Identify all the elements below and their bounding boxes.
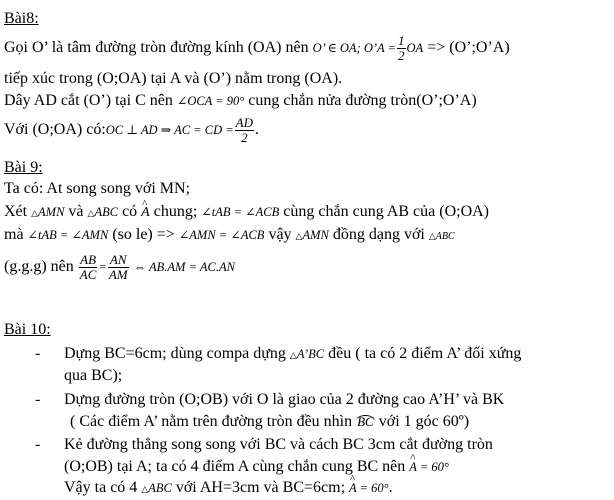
bai10-b1-m: A’BC [296, 347, 325, 361]
fraction-denominator: AC [79, 266, 97, 282]
bai10-heading: Bài 10: [4, 321, 51, 338]
bai9-l4-math: ⇔ AB.AM = AC.AN [133, 260, 235, 274]
bai9-l2-c: có [122, 203, 138, 220]
bai9-l2-m3: ∠tAB = ∠ACB [201, 205, 280, 219]
bai10-b1-b: đều ( ta có 2 điểm A’ đối xứng [328, 345, 522, 362]
bai9-fraction-ab-ac [79, 253, 98, 282]
fraction-denominator: AM [108, 266, 128, 282]
bai8-heading: Bài8: [4, 10, 39, 27]
bai10-bullet1-line2 [4, 365, 612, 387]
bai10-b3-l2-a: (O;OB) tại A; ta có 4 điểm A cùng chắn cung BC nên [64, 458, 406, 475]
bai10-bullet2-line2 [4, 411, 612, 433]
fraction-numerator: AD [235, 115, 254, 130]
bai9-eq: = [98, 260, 107, 274]
bullet-dash: - [35, 345, 41, 362]
bai8-l4-math: OC ⊥ AD ⇒ AC = CD = [105, 123, 234, 138]
bai9-heading: Bài 9: [4, 159, 43, 176]
bai9-l2-a: Xét [4, 203, 28, 220]
bai9-l3-m4: ABC [435, 231, 455, 242]
bai9-l2-hat: ^ A [141, 202, 150, 224]
triangle-icon: △ [428, 231, 436, 241]
bai9-fraction-an-am [108, 253, 129, 282]
bai9-l2-m1: AMN [38, 205, 65, 219]
bai9-l3-m1: ∠tAB = ∠AMN [27, 228, 109, 242]
bai10-b2-l2-b: với 1 góc 60º) [378, 413, 470, 430]
bullet-dash: - [35, 436, 41, 453]
bai10-heading-line [4, 319, 612, 341]
bai10-b3-l3-m1: ABC [148, 481, 172, 495]
bai8-l3-math: ∠OCA = 90° [176, 94, 245, 108]
bai9-line1 [4, 178, 612, 200]
fraction-denominator: 2 [398, 48, 405, 63]
bai8-l3-a: Dây AD cắt (O’) tại C nên [4, 92, 173, 109]
bai9-l2-e: cùng chắn cung AB của (O;OA) [283, 203, 489, 220]
bai10-bullet3-line1 [4, 434, 612, 456]
bai9-l3-d: đồng dạng với [332, 226, 425, 243]
bai10-b2-l1: Dựng đường tròn (O;OB) với O là giao của 2 đường cao A’H’ và BK [64, 391, 505, 408]
bai9-l3-b: (so le) => [112, 226, 175, 243]
triangle-icon: △ [87, 208, 95, 218]
fraction-numerator: AB [80, 251, 97, 267]
bai8-l3-b: cung chắn nửa đường tròn(O’;O’A) [248, 92, 477, 109]
bai10-b3-l3-m2: ^ A = 60° [349, 477, 389, 499]
fraction-numerator: 1 [398, 33, 405, 48]
bai10-b2-l2-a: ( Các điểm A’ nằm trên đường tròn đều nhìn [70, 413, 353, 430]
bai10-bullet2-line1 [4, 389, 612, 411]
bai8-heading-line [4, 8, 612, 30]
bai10-b1-l2: qua BC); [64, 367, 123, 384]
bai8-l4-a: Với (O;OA) có: [4, 121, 106, 139]
bai10-bullet1-line1 [4, 343, 612, 365]
bai8-l1-math: O’ ∈ OA; O’A = [312, 41, 397, 56]
bai8-line3 [4, 90, 612, 112]
bai9-l3-a: mà [4, 226, 24, 243]
bai8-l1-fraction [397, 34, 406, 63]
triangle-icon: △ [31, 208, 39, 218]
triangle-icon: △ [141, 484, 149, 494]
bai10-arc-bc: BC [357, 414, 374, 429]
bai9-l2-d: chung; [153, 203, 198, 220]
fraction-numerator: AN [108, 253, 129, 268]
bai10-bullet3-line3 [4, 477, 612, 499]
bullet-dash: - [35, 391, 41, 408]
bai9-l1-text: Ta có: At song song với MN; [4, 180, 191, 197]
bai10-bullet3-line2 [4, 456, 612, 478]
bai8-l4-fraction [235, 116, 254, 145]
bai9-l3-m2: ∠AMN = ∠ACB [178, 228, 265, 242]
bai8-line1 [4, 33, 612, 63]
bai8-line4 [4, 115, 612, 145]
bai10-b3-l3-a: Vậy ta có 4 [64, 479, 138, 496]
bai8-l1-math-b: OA [406, 41, 424, 56]
bai10-b3-l1: Kẻ đường thẳng song song với BC và cách BC 3cm cắt đường tròn [64, 436, 493, 453]
bai9-line3 [4, 224, 612, 246]
bai10-b1-a: Dựng BC=6cm; dùng compa dựng [64, 345, 286, 362]
bai8-l4-end: . [255, 121, 260, 139]
bai9-l2-b: và [68, 203, 84, 220]
bai9-l3-m3: AMN [302, 228, 329, 242]
triangle-icon: △ [289, 350, 297, 360]
bai8-l2-text: tiếp xúc trong (O;OA) tại A và (O’) nằm trong (OA). [4, 70, 343, 87]
bai8-line2 [4, 68, 612, 90]
bai8-l1-text: Gọi O’ là tâm đường tròn đường kính (OA) nên [4, 39, 309, 57]
triangle-icon: △ [295, 231, 303, 241]
bai10-b3-l2-m: ^ A = 60° [409, 456, 449, 478]
bai9-line2 [4, 201, 612, 223]
bai9-l4-a: (g.g.g) nên [4, 258, 74, 275]
bai9-heading-line [4, 157, 612, 179]
bai10-b3-l3-end: . [388, 479, 393, 496]
bai8-l1-tail: => (O’;O’A) [427, 39, 510, 57]
bai9-line4 [4, 252, 612, 282]
bai9-l3-c: vậy [268, 226, 292, 243]
bai9-l2-m2: ABC [94, 205, 119, 219]
fraction-denominator: 2 [241, 130, 248, 145]
bai10-b3-l3-b: với AH=3cm và BC=6cm; [175, 479, 346, 496]
